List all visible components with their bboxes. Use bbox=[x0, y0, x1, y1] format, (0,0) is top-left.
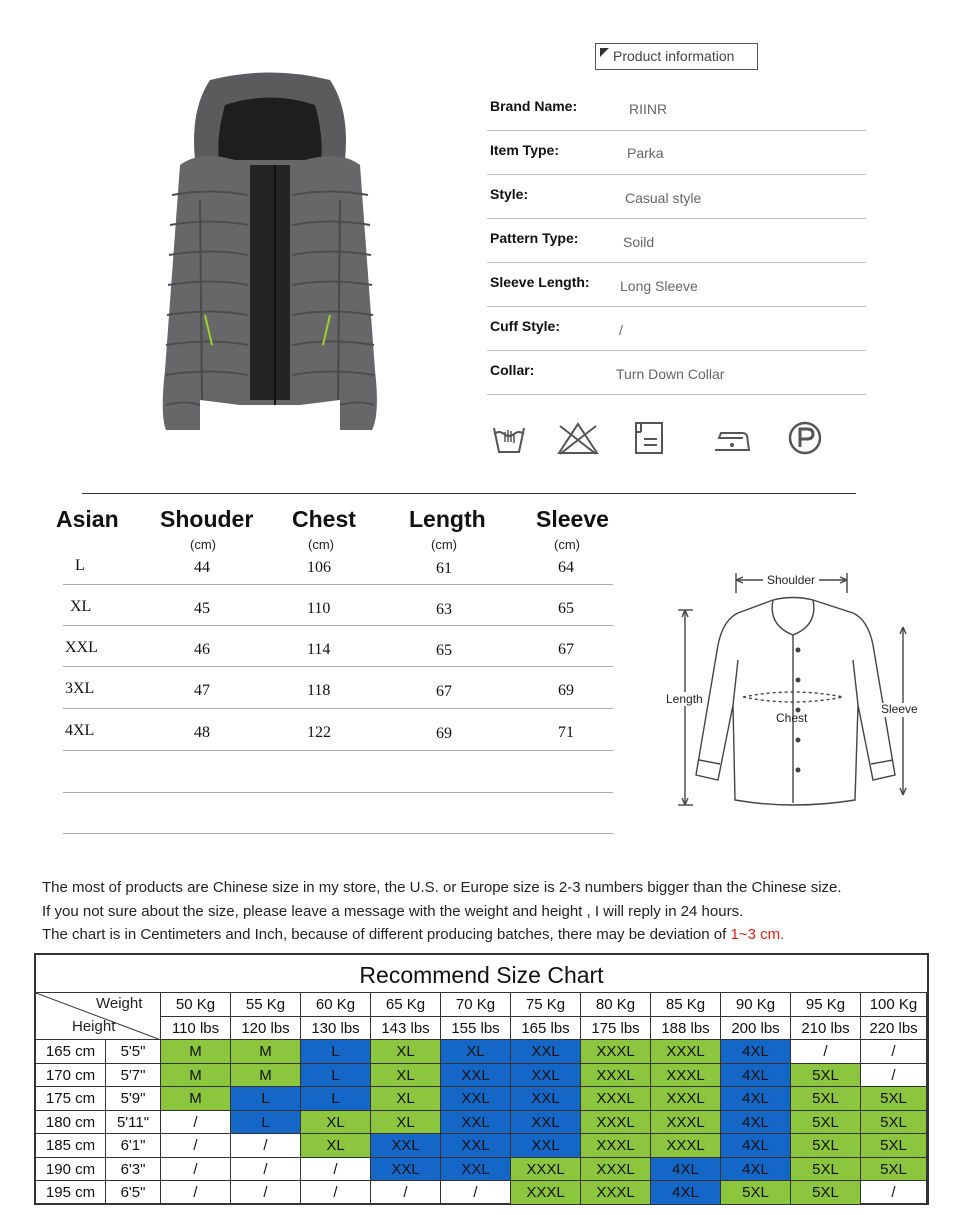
size-recommendation-cell: XXXL bbox=[581, 1111, 651, 1135]
size-recommendation-cell: 5XL bbox=[861, 1087, 927, 1111]
size-recommendation-cell: 4XL bbox=[721, 1158, 791, 1182]
weight-lbs-header: 155 lbs bbox=[441, 1017, 511, 1041]
note-highlight: 1~3 cm. bbox=[730, 926, 785, 943]
spec-label: Brand Name: bbox=[490, 98, 578, 114]
value-cell: 47 bbox=[194, 682, 210, 699]
size-recommendation-cell: 5XL bbox=[861, 1134, 927, 1158]
weight-lbs-header: 143 lbs bbox=[371, 1017, 441, 1041]
size-recommendation-cell: / bbox=[791, 1040, 861, 1064]
size-recommendation-cell: 5XL bbox=[791, 1181, 861, 1205]
weight-lbs-header: 110 lbs bbox=[161, 1017, 231, 1041]
size-recommendation-cell: / bbox=[861, 1064, 927, 1088]
size-recommendation-cell: XXL bbox=[511, 1040, 581, 1064]
spec-value: Long Sleeve bbox=[620, 278, 698, 294]
size-recommendation-cell: 5XL bbox=[791, 1158, 861, 1182]
weight-kg-header: 60 Kg bbox=[301, 993, 371, 1017]
iron-icon bbox=[712, 420, 752, 456]
size-recommendation-cell: / bbox=[161, 1134, 231, 1158]
weight-lbs-header: 220 lbs bbox=[861, 1017, 927, 1041]
size-recommendation-cell: XL bbox=[301, 1111, 371, 1135]
value-cell: 71 bbox=[558, 724, 574, 741]
size-recommendation-cell: M bbox=[161, 1087, 231, 1111]
spec-row-style bbox=[487, 174, 866, 219]
height-cm-cell: 170 cm bbox=[36, 1064, 106, 1088]
size-recommendation-cell: XL bbox=[301, 1134, 371, 1158]
table-row bbox=[63, 667, 613, 709]
chart-title: Recommend Size Chart bbox=[36, 955, 927, 993]
table-row bbox=[63, 709, 613, 751]
value-cell: 69 bbox=[436, 725, 452, 742]
spec-label: Sleeve Length: bbox=[490, 274, 590, 290]
size-recommendation-cell: / bbox=[371, 1181, 441, 1205]
size-recommendation-cell: XXL bbox=[371, 1158, 441, 1182]
height-cm-cell: 185 cm bbox=[36, 1134, 106, 1158]
size-recommendation-cell: 5XL bbox=[791, 1064, 861, 1088]
value-cell: 48 bbox=[194, 724, 210, 741]
height-ft-cell: 6'5" bbox=[106, 1181, 161, 1205]
weight-kg-header: 70 Kg bbox=[441, 993, 511, 1017]
table-row bbox=[63, 625, 613, 667]
product-info-title bbox=[595, 43, 758, 70]
size-recommendation-cell: XXL bbox=[441, 1064, 511, 1088]
spec-value: Turn Down Collar bbox=[616, 366, 725, 382]
value-cell: 45 bbox=[194, 600, 210, 617]
weight-lbs-header: 130 lbs bbox=[301, 1017, 371, 1041]
size-recommendation-cell: / bbox=[231, 1134, 301, 1158]
size-recommendation-cell: XXL bbox=[441, 1134, 511, 1158]
size-recommendation-cell: XXXL bbox=[651, 1111, 721, 1135]
height-cm-cell: 165 cm bbox=[36, 1040, 106, 1064]
weight-lbs-header: 120 lbs bbox=[231, 1017, 301, 1041]
do-not-bleach-icon bbox=[556, 420, 600, 456]
size-recommendation-cell: XXL bbox=[511, 1134, 581, 1158]
height-ft-cell: 5'7" bbox=[106, 1064, 161, 1088]
value-cell: 118 bbox=[307, 682, 331, 699]
size-recommendation-cell: XXL bbox=[511, 1064, 581, 1088]
size-recommendation-cell: XXXL bbox=[651, 1087, 721, 1111]
size-recommendation-cell: XL bbox=[371, 1111, 441, 1135]
size-recommendation-cell: M bbox=[231, 1040, 301, 1064]
jacket-image bbox=[140, 70, 400, 435]
size-recommendation-cell: / bbox=[301, 1181, 371, 1205]
unit-label: (cm) bbox=[308, 537, 334, 552]
table-row bbox=[63, 584, 613, 626]
height-ft-cell: 5'11" bbox=[106, 1111, 161, 1135]
size-recommendation-cell: XXXL bbox=[651, 1040, 721, 1064]
value-cell: 67 bbox=[436, 683, 452, 700]
spec-value: Casual style bbox=[625, 190, 702, 206]
note-line bbox=[42, 926, 784, 943]
size-recommendation-cell: 4XL bbox=[651, 1181, 721, 1205]
size-recommendation-cell: / bbox=[301, 1158, 371, 1182]
size-recommendation-cell: XXL bbox=[511, 1087, 581, 1111]
size-recommendation-cell: / bbox=[161, 1181, 231, 1205]
table-row-empty bbox=[63, 792, 613, 834]
height-ft-cell: 6'3" bbox=[106, 1158, 161, 1182]
unit-label: (cm) bbox=[190, 537, 216, 552]
size-recommendation-cell: L bbox=[231, 1111, 301, 1135]
size-recommendation-cell: 4XL bbox=[721, 1064, 791, 1088]
spec-value: Parka bbox=[627, 145, 664, 161]
size-recommendation-cell: 5XL bbox=[721, 1181, 791, 1205]
height-ft-cell: 6'1" bbox=[106, 1134, 161, 1158]
size-recommendation-cell: / bbox=[861, 1040, 927, 1064]
value-cell: 69 bbox=[558, 682, 574, 699]
value-cell: 110 bbox=[307, 600, 331, 617]
size-recommendation-cell: L bbox=[301, 1087, 371, 1111]
table-row-empty bbox=[63, 751, 613, 793]
spec-row-collar bbox=[487, 350, 866, 395]
dry-clean-icon bbox=[787, 420, 823, 456]
spec-value: / bbox=[619, 322, 623, 338]
height-ft-cell: 5'5" bbox=[106, 1040, 161, 1064]
value-cell: 44 bbox=[194, 559, 210, 576]
weight-kg-header: 65 Kg bbox=[371, 993, 441, 1017]
weight-lbs-header: 188 lbs bbox=[651, 1017, 721, 1041]
weight-kg-header: 50 Kg bbox=[161, 993, 231, 1017]
weight-kg-header: 80 Kg bbox=[581, 993, 651, 1017]
size-recommendation-cell: / bbox=[161, 1158, 231, 1182]
size-recommendation-cell: / bbox=[231, 1181, 301, 1205]
size-recommendation-cell: L bbox=[301, 1064, 371, 1088]
weight-kg-header: 55 Kg bbox=[231, 993, 301, 1017]
size-recommendation-cell: XXXL bbox=[581, 1158, 651, 1182]
size-recommendation-cell: XXXL bbox=[511, 1181, 581, 1205]
diagram-label-length: Length bbox=[666, 692, 703, 706]
size-recommendation-cell: 5XL bbox=[861, 1158, 927, 1182]
spec-row-brand bbox=[487, 86, 866, 131]
tumble-dry-icon bbox=[633, 420, 665, 456]
size-recommendation-cell: XXL bbox=[441, 1111, 511, 1135]
value-cell: 106 bbox=[307, 559, 331, 576]
unit-label: (cm) bbox=[431, 537, 457, 552]
size-recommendation-cell: 4XL bbox=[651, 1158, 721, 1182]
size-recommendation-cell: 5XL bbox=[791, 1087, 861, 1111]
size-cell: XL bbox=[70, 598, 92, 615]
header-shoulder: Shouder bbox=[160, 506, 254, 532]
spec-label: Cuff Style: bbox=[490, 318, 560, 334]
value-cell: 46 bbox=[194, 641, 210, 658]
weight-lbs-header: 165 lbs bbox=[511, 1017, 581, 1041]
weight-kg-header: 85 Kg bbox=[651, 993, 721, 1017]
size-recommendation-cell: XXXL bbox=[581, 1181, 651, 1205]
spec-label: Pattern Type: bbox=[490, 230, 579, 246]
header-chest: Chest bbox=[292, 506, 356, 532]
size-recommendation-cell: M bbox=[231, 1064, 301, 1088]
size-cell: 3XL bbox=[65, 680, 95, 697]
header-corner bbox=[36, 993, 161, 1040]
size-recommendation-cell: XL bbox=[371, 1064, 441, 1088]
measurement-diagram bbox=[663, 565, 923, 810]
size-recommendation-cell: XXXL bbox=[581, 1134, 651, 1158]
spec-row-cuff bbox=[487, 306, 866, 351]
note-line: If you not sure about the size, please leave a message with the weight and height , I will reply in 24 hours. bbox=[42, 903, 744, 920]
weight-kg-header: 95 Kg bbox=[791, 993, 861, 1017]
size-recommendation-cell: XXXL bbox=[581, 1064, 651, 1088]
section-divider bbox=[82, 493, 856, 494]
height-label: Height bbox=[72, 1018, 116, 1035]
unit-label: (cm) bbox=[554, 537, 580, 552]
spec-value: RIINR bbox=[629, 101, 668, 117]
value-cell: 114 bbox=[307, 641, 331, 658]
size-recommendation-cell: / bbox=[441, 1181, 511, 1205]
note-line: The most of products are Chinese size in my store, the U.S. or Europe size is 2-3 numbers bigger than the Chinese size. bbox=[42, 879, 842, 896]
size-recommendation-cell: 5XL bbox=[791, 1134, 861, 1158]
recommend-size-chart bbox=[34, 953, 929, 1205]
diagram-label-chest: Chest bbox=[776, 711, 808, 725]
size-recommendation-cell: 4XL bbox=[721, 1040, 791, 1064]
diagram-label-sleeve: Sleeve bbox=[881, 702, 918, 716]
height-ft-cell: 5'9" bbox=[106, 1087, 161, 1111]
size-recommendation-cell: / bbox=[231, 1158, 301, 1182]
size-recommendation-cell: XXL bbox=[371, 1134, 441, 1158]
size-recommendation-cell: 5XL bbox=[791, 1111, 861, 1135]
size-recommendation-cell: 4XL bbox=[721, 1087, 791, 1111]
value-cell: 61 bbox=[436, 560, 452, 577]
spec-row-sleeve-length bbox=[487, 262, 866, 307]
value-cell: 67 bbox=[558, 641, 574, 658]
size-recommendation-cell: XL bbox=[371, 1087, 441, 1111]
spec-value: Soild bbox=[623, 234, 655, 250]
size-recommendation-cell: M bbox=[161, 1064, 231, 1088]
header-length: Length bbox=[409, 506, 486, 532]
hand-wash-icon bbox=[491, 420, 527, 456]
size-recommendation-cell: L bbox=[231, 1087, 301, 1111]
value-cell: 64 bbox=[558, 559, 574, 576]
weight-lbs-header: 210 lbs bbox=[791, 1017, 861, 1041]
weight-lbs-header: 200 lbs bbox=[721, 1017, 791, 1041]
size-recommendation-cell: L bbox=[301, 1040, 371, 1064]
value-cell: 65 bbox=[558, 600, 574, 617]
size-recommendation-cell: XL bbox=[441, 1040, 511, 1064]
size-cell: 4XL bbox=[65, 722, 95, 739]
weight-lbs-header: 175 lbs bbox=[581, 1017, 651, 1041]
size-recommendation-cell: 4XL bbox=[721, 1134, 791, 1158]
size-recommendation-cell: XXXL bbox=[651, 1134, 721, 1158]
size-recommendation-cell: XXXL bbox=[581, 1040, 651, 1064]
size-recommendation-cell: XL bbox=[371, 1040, 441, 1064]
size-cell: L bbox=[75, 557, 85, 574]
height-cm-cell: 180 cm bbox=[36, 1111, 106, 1135]
size-recommendation-cell: XXL bbox=[441, 1158, 511, 1182]
value-cell: 63 bbox=[436, 601, 452, 618]
size-recommendation-cell: XXL bbox=[511, 1111, 581, 1135]
weight-kg-header: 90 Kg bbox=[721, 993, 791, 1017]
size-recommendation-cell: XXXL bbox=[511, 1158, 581, 1182]
size-recommendation-cell: 5XL bbox=[861, 1111, 927, 1135]
size-recommendation-cell: M bbox=[161, 1040, 231, 1064]
spec-label: Style: bbox=[490, 186, 529, 202]
size-recommendation-cell: XXXL bbox=[581, 1087, 651, 1111]
product-info-title-text: Product information bbox=[613, 48, 735, 64]
value-cell: 122 bbox=[307, 724, 331, 741]
weight-kg-header: 75 Kg bbox=[511, 993, 581, 1017]
spec-label: Collar: bbox=[490, 362, 535, 378]
size-recommendation-cell: / bbox=[161, 1111, 231, 1135]
weight-kg-header: 100 Kg bbox=[861, 993, 927, 1017]
spec-label: Item Type: bbox=[490, 142, 559, 158]
table-row bbox=[63, 543, 613, 585]
size-recommendation-cell: XXXL bbox=[651, 1064, 721, 1088]
height-cm-cell: 195 cm bbox=[36, 1181, 106, 1205]
care-icons bbox=[487, 420, 866, 460]
header-sleeve: Sleeve bbox=[536, 506, 609, 532]
spec-row-pattern bbox=[487, 218, 866, 263]
height-cm-cell: 175 cm bbox=[36, 1087, 106, 1111]
size-recommendation-cell: 4XL bbox=[721, 1111, 791, 1135]
note-text: The chart is in Centimeters and Inch, because of different producing batches, there may be deviation of bbox=[42, 926, 731, 943]
value-cell: 65 bbox=[436, 642, 452, 659]
weight-label: Weight bbox=[96, 995, 143, 1012]
corner-triangle-icon bbox=[600, 48, 609, 57]
size-recommendation-cell: / bbox=[861, 1181, 927, 1205]
size-recommendation-cell: XXL bbox=[441, 1087, 511, 1111]
header-asian: Asian bbox=[56, 506, 119, 532]
size-cell: XXL bbox=[65, 639, 98, 656]
height-cm-cell: 190 cm bbox=[36, 1158, 106, 1182]
spec-row-item-type bbox=[487, 130, 866, 175]
diagram-label-shoulder: Shoulder bbox=[767, 573, 816, 587]
